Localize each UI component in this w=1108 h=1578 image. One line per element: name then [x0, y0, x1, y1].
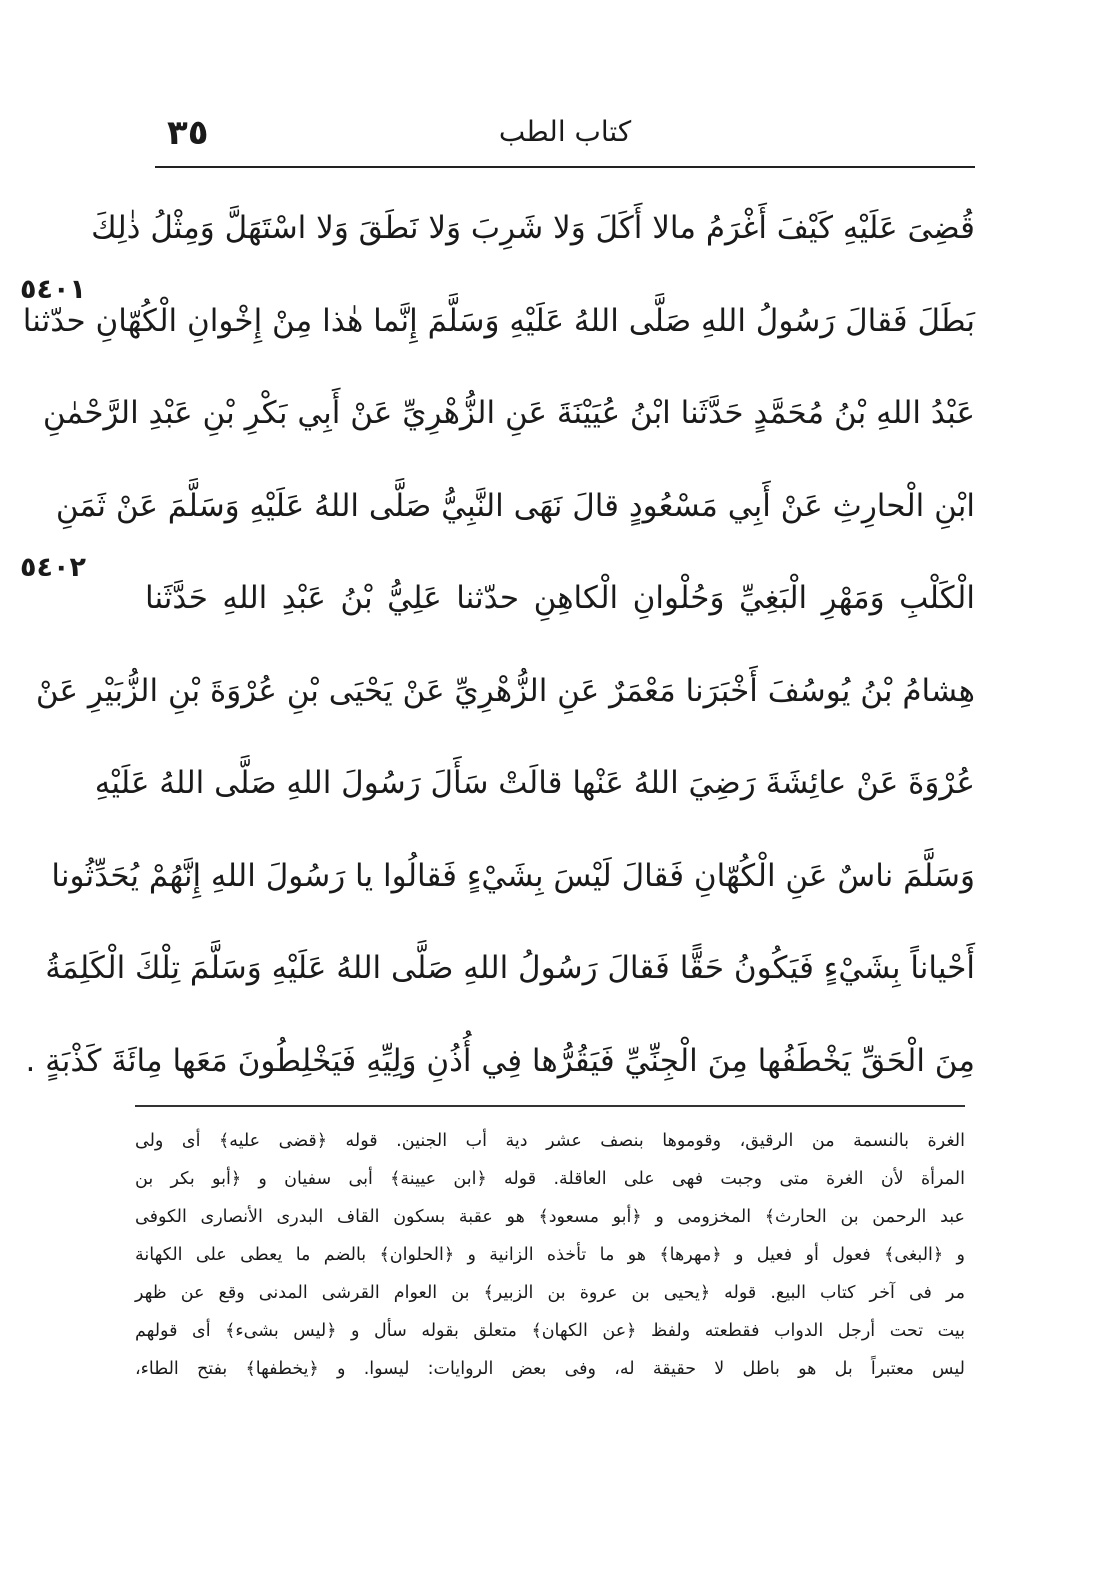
footnote-line: المرأة لأن الغرة متى وجبت فهى على العاقلة. قوله ﴿ابن عيينة﴾ أبى سفيان و ﴿أبو بكر بن [135, 1169, 965, 1189]
page-number: ٣٥ [167, 113, 209, 153]
text-line: الْكَلْبِ وَمَهْرِ الْبَغِيِّ وَحُلْوانِ الْكاهِنِ حدّثنا عَلِيُّ بْنُ عَبْدِ اللهِ حَدَّثَنا [145, 580, 975, 616]
text-line: بَطَلَ فَقالَ رَسُولُ اللهِ صَلَّى اللهُ عَلَيْهِ وَسَلَّمَ إِنَّما هٰذا مِنْ إِخْوانِ الْكُهّانِ حدّثنا [22, 302, 975, 339]
hadith-number-5402: ٥٤٠٢ [20, 552, 86, 583]
footnote-rule [135, 1105, 965, 1107]
text-line: مِنَ الْحَقِّ يَخْطَفُها مِنَ الْجِنِّيِّ فَيَقُرُّها فِي أُذُنِ وَلِيِّهِ فَيَخْلِطُونَ مَعَها مِائَةَ كَذْبَةٍ . [25, 1042, 975, 1079]
hadith-number-5401: ٥٤٠١ [20, 274, 86, 305]
footnotes [135, 1122, 965, 1388]
text-line: أَحْياناً بِشَيْءٍ فَيَكُونُ حَقًّا فَقالَ رَسُولُ اللهِ صَلَّى اللهُ عَلَيْهِ وَسَلَّمَ تِلْكَ الْكَلِمَةُ [45, 950, 975, 986]
text-line: عُرْوَةَ عَنْ عائِشَةَ رَضِيَ اللهُ عَنْها قالَتْ سَأَلَ رَسُولَ اللهِ صَلَّى اللهُ عَلَيْهِ [94, 765, 975, 801]
book-title: كتاب الطب [498, 115, 632, 148]
footnote-line: عبد الرحمن بن الحارث﴾ المخزومى و ﴿أبو مسعود﴾ هو عقبة بسكون القاف البدرى الأنصارى الكوفى [135, 1207, 965, 1227]
footnote-line: و ﴿البغى﴾ فعول أو فعيل و ﴿مهرها﴾ هو ما تأخذه الزانية و ﴿الحلوان﴾ بالضم ما يعطى على الكهانة [135, 1245, 965, 1265]
text-line: وَسَلَّمَ ناسٌ عَنِ الْكُهّانِ فَقالَ لَيْسَ بِشَيْءٍ فَقالُوا يا رَسُولَ اللهِ إِنَّهُمْ يُحَدِّثُونا [51, 857, 975, 894]
footnote-line: الغرة بالنسمة من الرقيق، وقوموها بنصف عشر دية أب الجنين. قوله ﴿قضى عليه﴾ أى ولى [135, 1131, 965, 1151]
footnote-line: بيت تحت أرجل الدواب فقطعته ولفظ ﴿عن الكهان﴾ متعلق بقوله سأل و ﴿ليس بشىء﴾ أى قولهم [135, 1321, 965, 1341]
header-rule [155, 166, 975, 168]
footnote-line: ليس معتبراً بل هو باطل لا حقيقة له، وفى بعض الروايات: ليسوا. و ﴿يخطفها﴾ بفتح الطاء، [135, 1359, 965, 1379]
text-line: عَبْدُ اللهِ بْنُ مُحَمَّدٍ حَدَّثَنا ابْنُ عُيَيْنَةَ عَنِ الزُّهْرِيِّ عَنْ أَبِي بَكْرِ بْنِ عَبْدِ الرَّحْمٰنِ [42, 395, 975, 431]
text-line: هِشامُ بْنُ يُوسُفَ أَخْبَرَنا مَعْمَرٌ عَنِ الزُّهْرِيِّ عَنْ يَحْيَى بْنِ عُرْوَةَ بْنِ الزُّبَيْرِ عَنْ [35, 672, 975, 709]
text-line: قُضِىَ عَلَيْهِ كَيْفَ أَغْرَمُ مالا أَكَلَ وَلا شَرِبَ وَلا نَطَقَ وَلا اسْتَهَلَّ وَمِثْلُ ذٰلِكَ [91, 210, 975, 246]
footnote-line: مر فى آخر كتاب البيع. قوله ﴿يحيى بن عروة بن الزبير﴾ بن العوام القرشى المدنى وقع عن ظهر [135, 1283, 965, 1303]
text-line: ابْنِ الْحارِثِ عَنْ أَبِي مَسْعُودٍ قالَ نَهَى النَّبِيُّ صَلَّى اللهُ عَلَيْهِ وَسَلَّمَ عَنْ ثَمَنِ [55, 487, 975, 524]
page-header [155, 105, 975, 165]
